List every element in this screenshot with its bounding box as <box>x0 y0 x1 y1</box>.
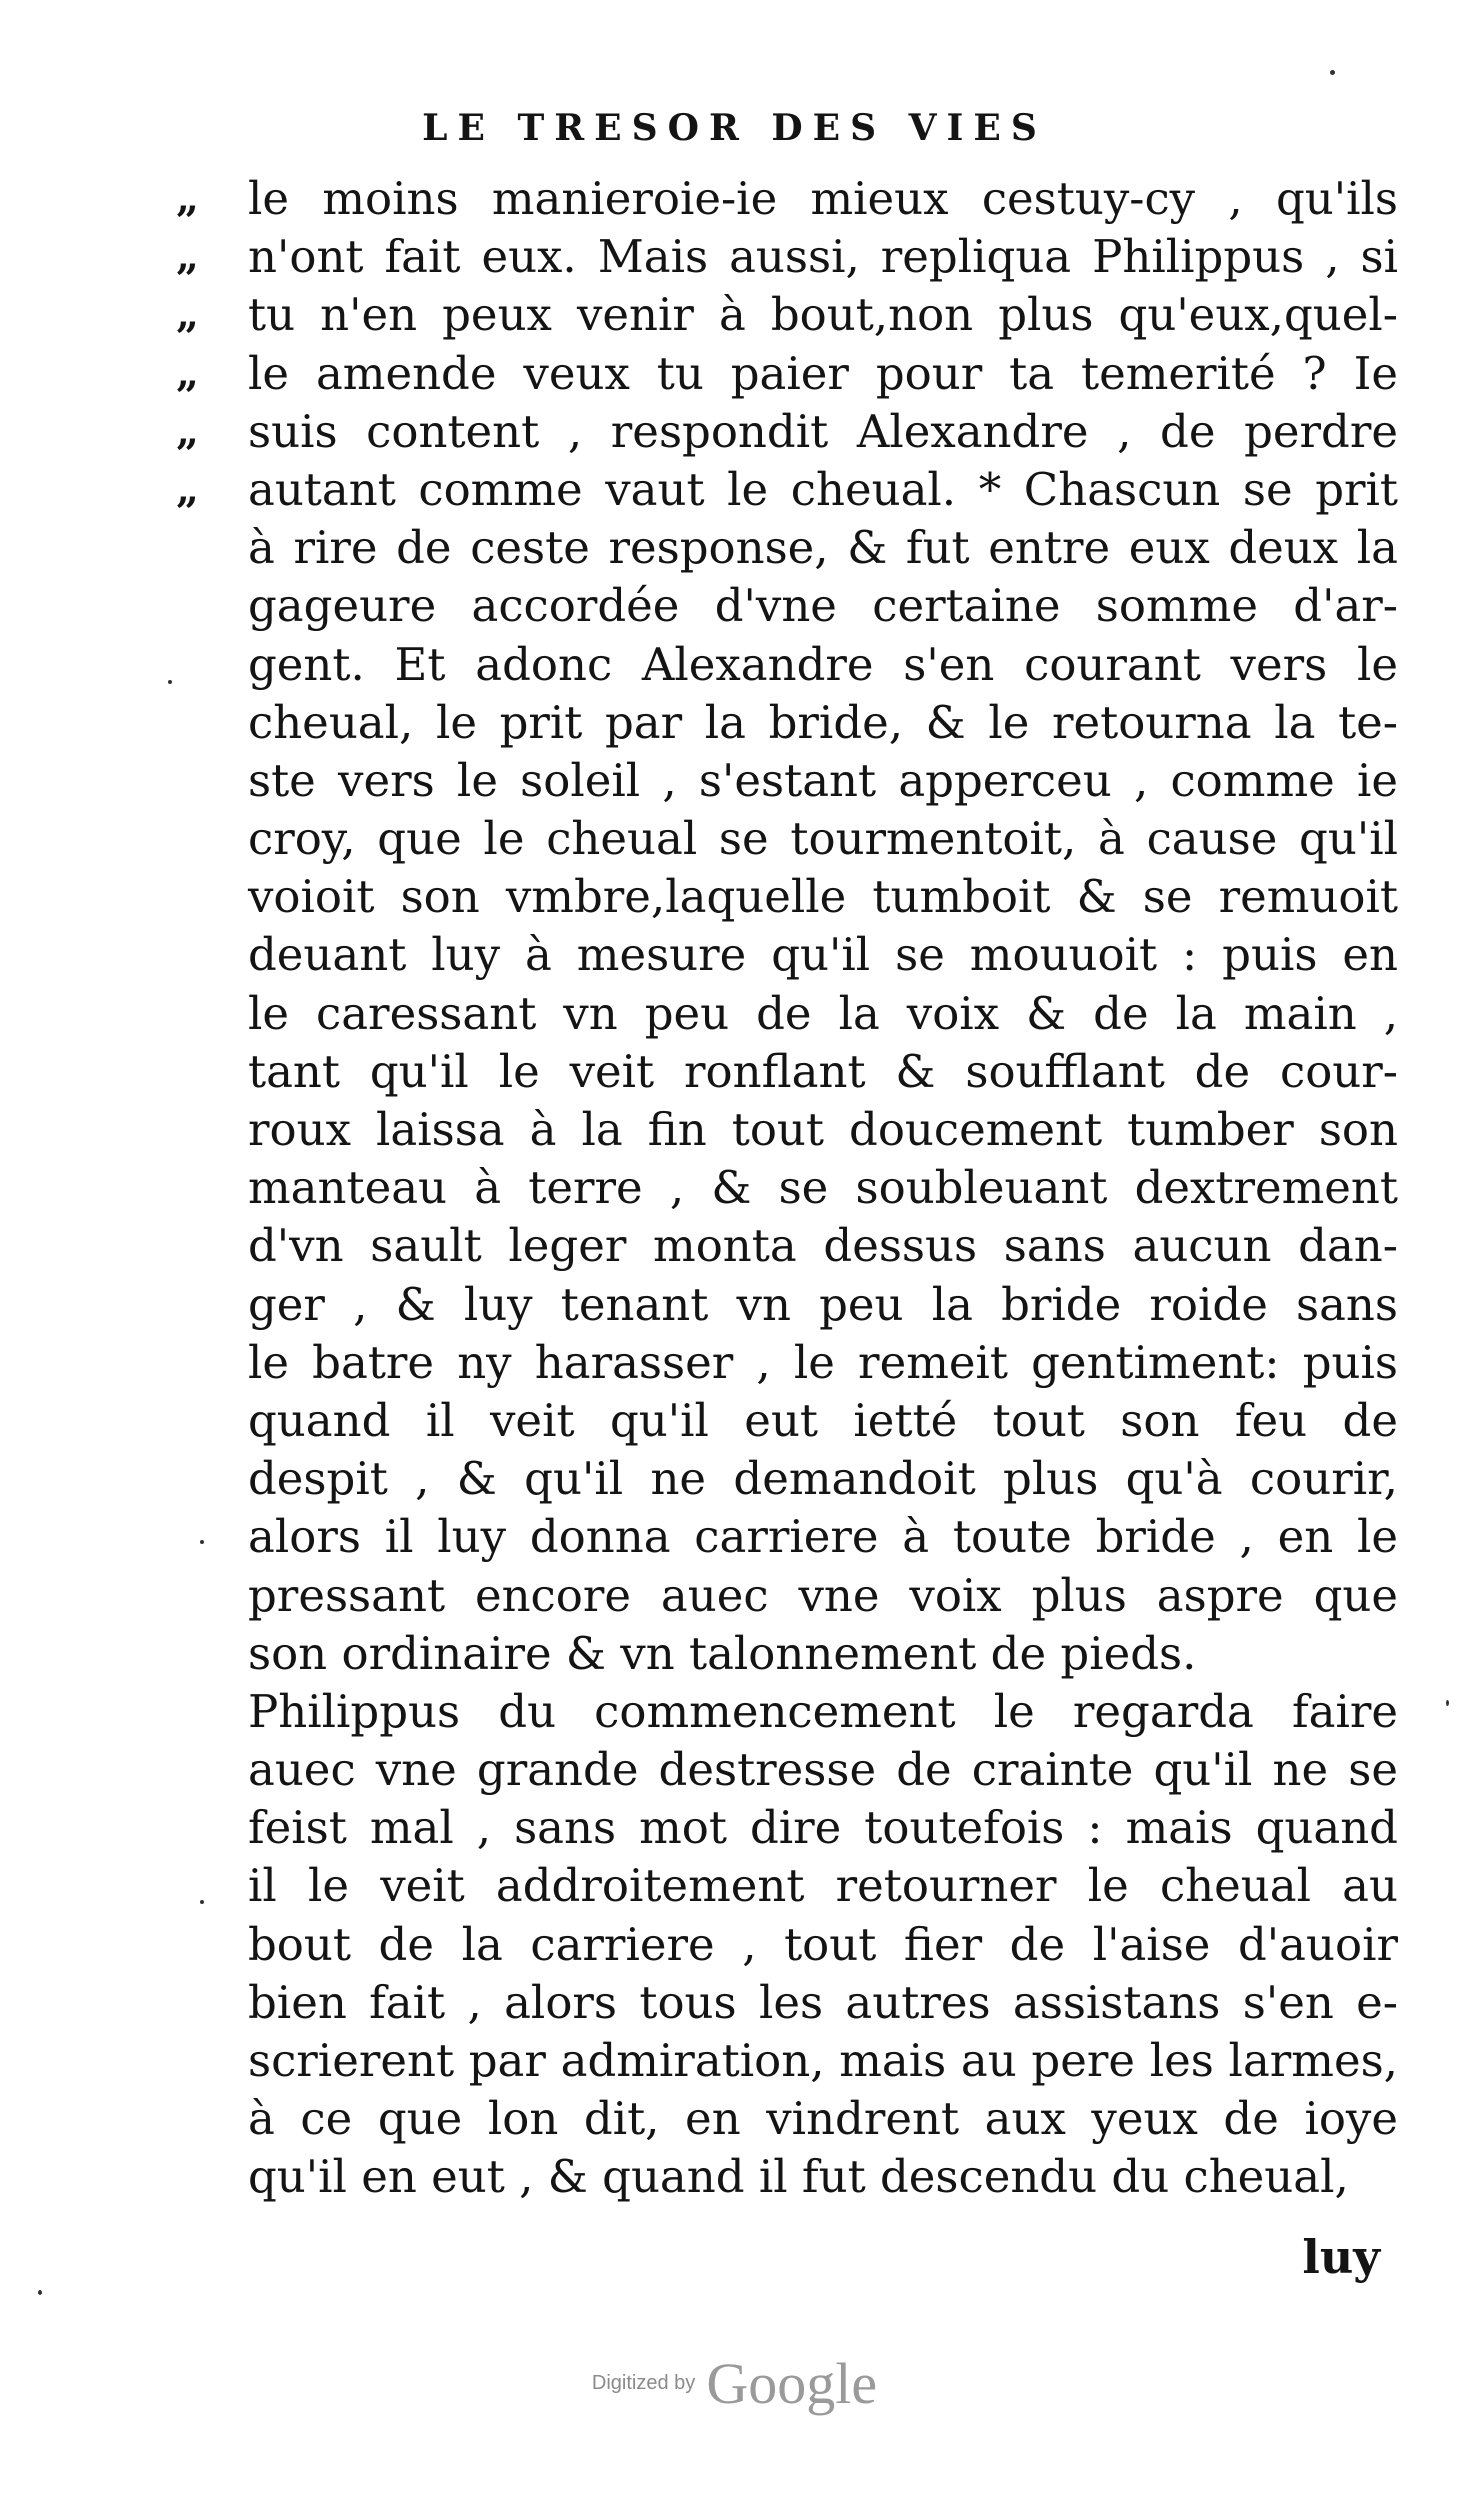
text-line <box>248 2032 1398 2090</box>
text-line-content: ger , & luy tenant vn peu la bride roide sans <box>248 1277 1398 1331</box>
text-line-content: d'vn sault leger monta dessus sans aucun dan- <box>248 1219 1398 1273</box>
text-line-content: suis content , respondit Alexandre , de perdre <box>248 404 1398 458</box>
text-line-content: auec vne grande destresse de crainte qu'il ne se <box>248 1743 1398 1797</box>
text-line-content: pressant encore auec vne voix plus aspre que <box>248 1568 1398 1622</box>
text-line <box>248 985 1398 1043</box>
text-line <box>248 1159 1398 1217</box>
text-line <box>248 1683 1398 1741</box>
catchword: luy <box>1302 2230 1380 2284</box>
text-line <box>248 577 1398 635</box>
scan-speck <box>38 2290 42 2295</box>
text-line <box>248 1392 1398 1450</box>
text-line <box>248 1450 1398 1508</box>
text-line <box>248 1567 1398 1625</box>
text-line-content: ste vers le soleil , s'estant apperceu , comme ie <box>248 753 1398 807</box>
text-line <box>248 1741 1398 1799</box>
text-line-content: despit , & qu'il ne demandoit plus qu'à courir, <box>248 1452 1398 1506</box>
text-line <box>176 345 1398 403</box>
text-line-content: cheual, le prit par la bride, & le retourna la te- <box>248 695 1398 749</box>
text-line-content: son ordinaire & vn talonnement de pieds. <box>248 1626 1197 1680</box>
digitization-watermark <box>0 2350 1469 2417</box>
text-line <box>248 1974 1398 2032</box>
text-line <box>248 1625 1398 1683</box>
text-line <box>176 228 1398 286</box>
text-line-content: Philippus du commencement le regarda faire <box>248 1684 1398 1738</box>
quotation-marker: „ <box>176 233 202 281</box>
text-line <box>248 694 1398 752</box>
text-line-content: feist mal , sans mot dire toutefois : mais quand <box>248 1801 1398 1855</box>
text-line-content: le caressant vn peu de la voix & de la main , <box>248 986 1398 1040</box>
text-line-content: le moins manieroie-ie mieux cestuy-cy , qu'ils <box>248 172 1398 225</box>
text-line <box>248 1857 1398 1915</box>
body-text <box>176 170 1398 2207</box>
quotation-marker: „ <box>176 407 202 455</box>
text-line <box>248 519 1398 577</box>
text-line <box>248 810 1398 868</box>
text-line <box>248 2148 1398 2206</box>
scan-speck <box>200 1540 204 1544</box>
text-line-content: voioit son vmbre,laquelle tumboit & se remuoit <box>248 870 1398 924</box>
text-line-content: bien fait , alors tous les autres assistans s'en e- <box>248 1975 1398 2029</box>
digitized-by-label: Digitized by <box>591 2372 696 2394</box>
text-line-content: le batre ny harasser , le remeit gentiment: puis <box>248 1335 1398 1389</box>
text-line-content: scrierent par admiration, mais au pere les larmes, <box>248 2034 1398 2087</box>
text-line <box>248 1334 1398 1392</box>
text-line-content: bout de la carriere , tout fier de l'aise d'auoir <box>248 1917 1398 1971</box>
scan-speck <box>168 680 172 684</box>
text-line <box>248 1101 1398 1159</box>
text-line-content: n'ont fait eux. Mais aussi, repliqua Philippus , si <box>248 230 1398 284</box>
text-line <box>248 1276 1398 1334</box>
text-line-content: alors il luy donna carriere à toute bride , en le <box>248 1510 1398 1564</box>
text-line-content: autant comme vaut le cheual. * Chascun se prit <box>248 462 1398 516</box>
text-line-content: à rire de ceste response, & fut entre eux deux la <box>248 521 1398 575</box>
scan-speck <box>1446 1700 1449 1706</box>
text-line-content: tant qu'il le veit ronflant & soufflant de cour- <box>248 1044 1398 1098</box>
text-line-content: qu'il en eut , & quand il fut descendu du cheual, <box>248 2150 1349 2204</box>
text-line <box>248 868 1398 926</box>
text-line-content: roux laissa à la fin tout doucement tumber son <box>248 1103 1398 1156</box>
quotation-marker: „ <box>176 175 202 222</box>
text-line-content: croy, que le cheual se tourmentoit, à cause qu'il <box>248 812 1398 866</box>
text-line-content: manteau à terre , & se soubleuant dextrement <box>248 1161 1398 1215</box>
text-line-content: tu n'en peux venir à bout,non plus qu'eux,quel- <box>248 288 1398 342</box>
scan-speck <box>200 1900 204 1904</box>
text-line <box>248 1799 1398 1857</box>
quotation-marker: „ <box>176 291 202 339</box>
quotation-marker: „ <box>176 465 202 513</box>
text-line <box>248 1508 1398 1566</box>
text-line-content: gent. Et adonc Alexandre s'en courant vers le <box>248 637 1398 691</box>
text-line <box>248 926 1398 984</box>
google-logo: Google <box>706 2351 878 2416</box>
text-line-content: à ce que lon dit, en vindrent aux yeux de ioye <box>248 2092 1398 2146</box>
text-line-content: gageure accordée d'vne certaine somme d'ar- <box>248 579 1398 633</box>
text-line <box>176 170 1398 228</box>
text-line <box>248 752 1398 810</box>
text-line-content: il le veit addroitement retourner le cheual au <box>248 1859 1398 1913</box>
text-line <box>248 1217 1398 1275</box>
scan-speck <box>1330 70 1335 75</box>
text-line <box>248 636 1398 694</box>
text-line <box>248 2090 1398 2148</box>
text-line-content: quand il veit qu'il eut ietté tout son feu de <box>248 1393 1398 1447</box>
quotation-marker: „ <box>176 349 202 397</box>
text-line <box>248 1043 1398 1101</box>
text-line-content: deuant luy à mesure qu'il se mouuoit : puis en <box>248 928 1398 982</box>
text-line <box>248 1916 1398 1974</box>
text-line <box>176 286 1398 344</box>
running-head: LE TRESOR DES VIES <box>422 107 1047 149</box>
text-line <box>176 403 1398 461</box>
text-line-content: le amende veux tu paier pour ta temerité ? Ie <box>248 346 1398 400</box>
text-line <box>176 461 1398 519</box>
